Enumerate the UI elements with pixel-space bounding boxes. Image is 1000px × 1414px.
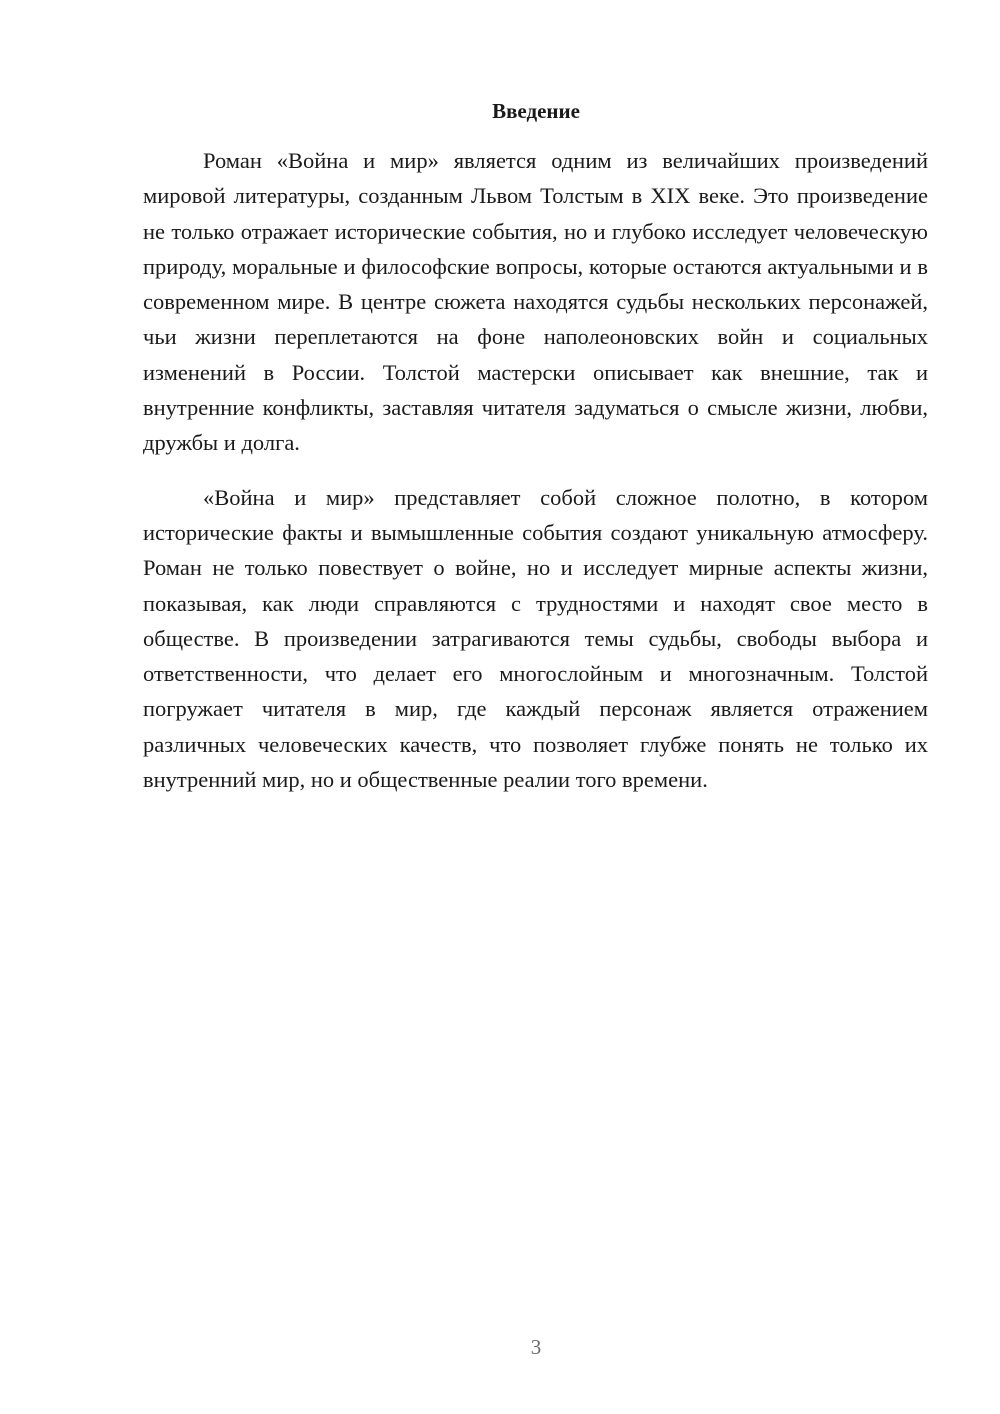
document-body [143,143,928,797]
paragraph-1: Роман «Война и мир» является одним из величайших произведений мировой литературы, созданным Львом Толстым в XIX веке. Это произведение не только отражает исторические события, но и глубоко исследует человеческую природу, моральные и философские вопросы, которые остаются актуальными и в современном мире. В центре сюжета находятся судьбы нескольких персонажей, чьи жизни переплетаются на фоне наполеоновских войн и социальных изменений в России. Толстой мастерски описывает как внешние, так и внутренние конфликты, заставляя читателя задуматься о смысле жизни, любви, дружбы и долга. [143,148,928,456]
section-heading: Введение [492,99,580,123]
paragraph-2: «Война и мир» представляет собой сложное полотно, в котором исторические факты и вымышленные события создают уникальную атмосферу. Роман не только повествует о войне, но и исследует мирные аспекты жизни, показывая, как люди справляются с трудностями и находят свое место в обществе. В произведении затрагиваются темы судьбы, свободы выбора и ответственности, что делает его многослойным и многозначным. Толстой погружает читателя в мир, где каждый персонаж является отражением различных человеческих качеств, что позволяет глубже понять не только их внутренний мир, но и общественные реалии того времени. [143,484,928,793]
page-number: 3 [530,1335,542,1359]
